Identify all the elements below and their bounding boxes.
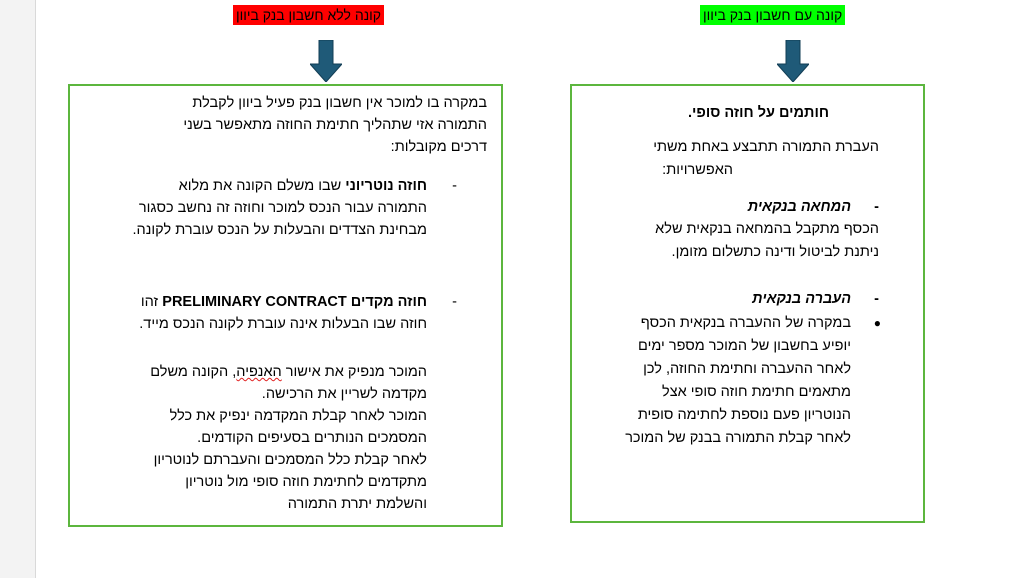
process-line: המוכר לאחר קבלת המקדמה ינפיק את כלל: [169, 408, 427, 424]
box-title: חותמים על חוזה סופי.: [687, 105, 829, 121]
option-term: חוזה מקדים PRELIMINARY CONTRACT: [162, 294, 427, 310]
left-info-box: [68, 84, 503, 527]
option-text-line: התמורה עבור הנכס למוכר וחוזה זה נחשב כסגור: [138, 200, 427, 216]
option-text-line: מתאמים חתימת חוזה סופי אצל: [662, 384, 851, 400]
option-text-line: לאחר קבלת התמורה בבנק של המוכר: [625, 430, 851, 446]
list-dash: -: [452, 294, 457, 310]
process-line: והשלמת יתרת התמורה: [287, 496, 427, 512]
intro-line: במקרה בו למוכר אין חשבון בנק פעיל ביוון לקבלת: [192, 95, 487, 111]
option-text-line: לאחר ההעברה וחתימת החוזה, לכן: [643, 361, 851, 377]
document-left-margin: [0, 0, 36, 578]
option-text-line: מבחינת הצדדים והבעלות על הנכס עוברת לקונה.: [132, 222, 427, 238]
process-line: המוכר מנפיק את אישור האנפיה, הקונה משלם: [150, 364, 427, 380]
option-text-line: הכסף מתקבל בהמחאה בנקאית שלא: [655, 221, 879, 237]
option-text-line: במקרה של ההעברה בנקאית הכסף: [640, 315, 851, 331]
option-heading: העברה בנקאית: [752, 291, 851, 307]
option-preliminary-contract: חוזה מקדים PRELIMINARY CONTRACT זהו: [140, 294, 427, 310]
list-dash: -: [874, 291, 879, 307]
option-text-line: יופיע בחשבון של המוכר מספר ימים: [638, 338, 851, 354]
right-info-box: [570, 84, 925, 523]
down-arrow-icon: [310, 40, 342, 82]
header-buyer-without-account: קונה ללא חשבון בנק ביוון: [233, 5, 384, 25]
intro-line: התמורה אזי שתהליך חתימת החוזה מתאפשר בשני: [183, 117, 487, 133]
option-term: חוזה נוטריוני: [345, 178, 427, 194]
process-line: מתקדמים לחתימת חוזה סופי מול נוטריון: [185, 474, 427, 490]
option-notarial-contract: חוזה נוטריוני שבו משלם הקונה את מלוא: [178, 178, 427, 194]
bullet-icon: ●: [873, 316, 881, 330]
intro-line: העברת התמורה תתבצע באחת משתי: [653, 139, 879, 155]
process-line: המסמכים הנותרים בסעיפים הקודמים.: [197, 430, 427, 446]
process-line: מקדמה לשריין את הרכישה.: [261, 386, 427, 402]
intro-line: דרכים מקובלות:: [390, 139, 487, 155]
option-text-line: ניתנת לביטול ודינה כתשלום מזומן.: [671, 244, 879, 260]
option-heading: המחאה בנקאית: [747, 199, 851, 215]
intro-line: האפשרויות:: [662, 162, 733, 178]
header-buyer-with-account: קונה עם חשבון בנק ביוון: [700, 5, 845, 25]
option-text-line: חוזה שבו הבעלות אינה עוברת לקונה הנכס מייד.: [139, 316, 427, 332]
down-arrow-icon: [777, 40, 809, 82]
list-dash: -: [874, 199, 879, 215]
process-line: לאחר קבלת כלל המסמכים והעברתם לנוטריון: [153, 452, 427, 468]
option-text-line: הנוטריון פעם נוספת לחתימה סופית: [637, 407, 851, 423]
spellcheck-marked-word: האנפיה: [236, 364, 282, 380]
list-dash: -: [452, 178, 457, 194]
